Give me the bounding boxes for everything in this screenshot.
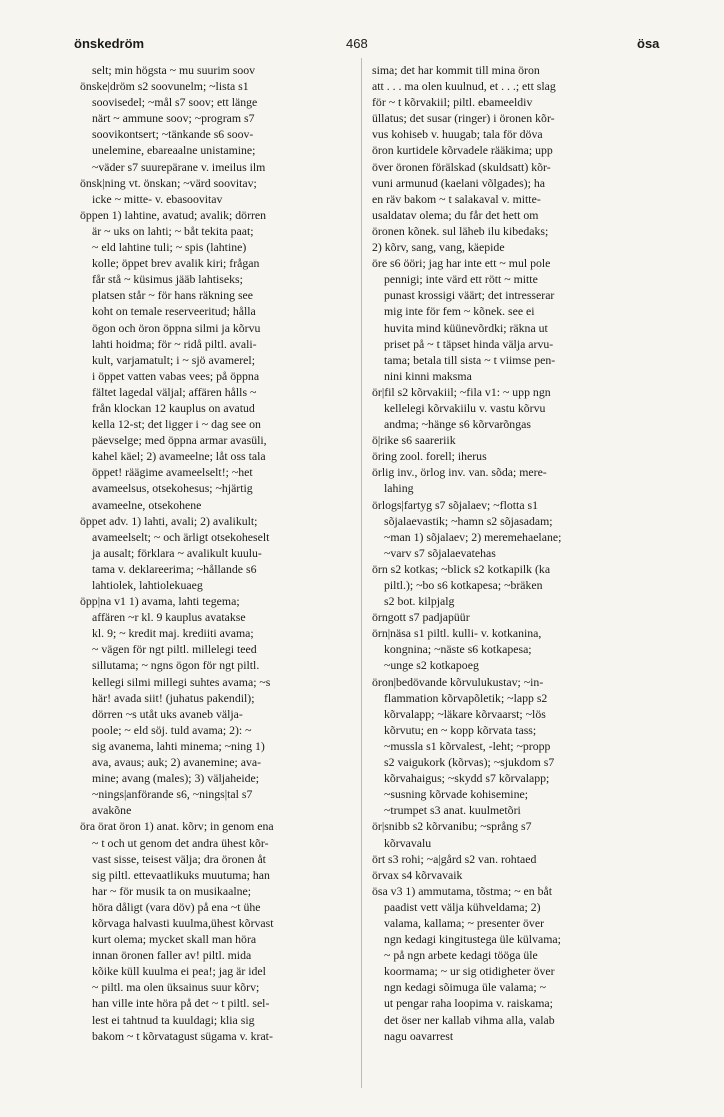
entry-line: kahel käel; 2) avameelne; låt oss tala xyxy=(92,449,266,464)
entry-line: mig inte för fem ~ kõnek. see ei xyxy=(384,304,535,319)
entry-line: öra örat öron 1) anat. kõrv; in genom ena xyxy=(80,819,274,834)
entry-line: är ~ uks on lahti; ~ båt tekita paat; xyxy=(92,223,254,238)
entry-line: ~trumpet s3 anat. kuulmetõri xyxy=(384,803,521,818)
entry-line: koht on temale reserveeritud; hålla xyxy=(92,304,256,319)
entry-line: kl. 9; ~ kredit maj. krediiti avama; xyxy=(92,626,254,641)
entry-line: selt; min högsta ~ mu suurim soov xyxy=(92,63,256,77)
entry-line: ~susning kõrvade kohisemine; xyxy=(384,787,528,802)
entry-line: kella 12-st; det ligger i ~ dag see on xyxy=(92,417,261,432)
entry-line: poole; ~ eld söj. tuld avama; 2): ~ xyxy=(92,722,252,737)
entry-line: ösa v3 1) ammutama, tõstma; ~ en båt xyxy=(372,883,553,898)
entry-line: paadist vett välja kühveldama; 2) xyxy=(384,899,541,914)
entry-line: soovisedel; ~mål s7 soov; ett länge xyxy=(92,95,258,110)
entry-line: ~ t och ut genom det andra ühest kõr- xyxy=(92,835,269,850)
entry-line: ~ eld lahtine tuli; ~ spis (lahtine) xyxy=(92,240,247,255)
entry-line: en räv bakom ~ t salakaval v. mitte- xyxy=(372,191,541,206)
entry-line: avameelselt; ~ och ärligt otsekoheselt xyxy=(92,529,270,544)
entry-line: kult, varjamatult; i ~ sjö avamerel; xyxy=(92,352,255,367)
entry-line: höra dåligt (vara döv) på ena ~t ühe xyxy=(92,899,261,914)
entry-line: för ~ t kõrvakiil; piltl. ebameeldiv xyxy=(372,95,533,110)
entry-line: han ville inte höra på det ~ t piltl. sel- xyxy=(92,996,270,1011)
entry-line: örlogs|fartyg s7 sõjalaev; ~flotta s1 xyxy=(372,497,539,512)
entry-line: öppet adv. 1) lahti, avali; 2) avalikult; xyxy=(80,513,258,528)
entry-line: sig avanema, lahti minema; ~ning 1) xyxy=(92,738,265,753)
entry-line: ngn kedagi sõimuga üle valama; ~ xyxy=(384,980,546,995)
entry-line: ~ piltl. ma olen üksainus suur kõrv; xyxy=(92,980,260,995)
entry-line: kellegi silmi millegi suhtes avama; ~s xyxy=(92,674,271,689)
entry-line: öppet! räägime avameelselt!; ~het xyxy=(92,465,253,480)
entry-line: valama, kallama; ~ presenter över xyxy=(384,915,544,930)
entry-line: får stå ~ küsimus jääb lahtiseks; xyxy=(92,272,243,287)
entry-line: piltl.); ~bo s6 kotkapesa; ~bräken xyxy=(384,578,543,592)
entry-line: kõrvahaigus; ~skydd s7 kõrvalapp; xyxy=(384,771,550,786)
entry-line: ~väder s7 suurepärane v. imeilus ilm xyxy=(92,159,266,174)
entry-line: flammation kõrvapõletik; ~lapp s2 xyxy=(384,690,548,705)
entry-line: lest ei tahtnud ta kuuldagi; klia sig xyxy=(92,1012,255,1027)
page-number: 468 xyxy=(346,36,368,51)
entry-line: kellelegi kõrvakiilu v. vastu kõrvu xyxy=(384,400,546,415)
entry-line: 2) kõrv, sang, vang, käepide xyxy=(372,240,505,255)
entry-line: ~varv s7 sõjalaevatehas xyxy=(384,545,496,560)
entry-line: har ~ för musik ta on musikaalne; xyxy=(92,883,252,898)
entry-line: kongnina; ~näste s6 kotkapesa; xyxy=(384,642,532,657)
entry-line: priset på ~ t täpset hinda välja arvu- xyxy=(384,336,554,351)
entry-line: lahti hoidma; för ~ ridå piltl. avali- xyxy=(92,336,257,351)
entry-line: örn|näsa s1 piltl. kulli- v. kotkanina, xyxy=(372,626,542,641)
entry-line: mine; avang (males); 3) väljaheide; xyxy=(92,771,260,786)
entry-line: huvita mind küünevõrdki; räkna ut xyxy=(384,320,548,335)
entry-line: tama v. deklareerima; ~hållande s6 xyxy=(92,561,257,576)
entry-line: ögon och öron öppna silmi ja kõrvu xyxy=(92,320,261,335)
entry-line: ut pengar raha loopima v. raiskama; xyxy=(384,996,553,1011)
entry-line: ngn kedagi kingitustega üle külvama; xyxy=(384,932,561,947)
entry-line: avakõne xyxy=(92,803,132,818)
entry-line: avameelsus, otsekohesus; ~hjärtig xyxy=(92,481,253,496)
entry-line: örn s2 kotkas; ~blick s2 kotkapilk (ka xyxy=(372,561,551,576)
entry-line: fältet lagedal väljal; affären hålls ~ xyxy=(92,384,257,399)
entry-line: nini kinni maksma xyxy=(384,368,472,383)
entry-line: öron kurtidele kõrvadele rääkima; upp xyxy=(372,143,553,158)
guide-word-left: önskedröm xyxy=(74,36,145,51)
entry-line: ja ausalt; förklara ~ avalikult kuulu- xyxy=(92,545,262,560)
entry-line: ört s3 rohi; ~a|gård s2 van. rohtaed xyxy=(372,851,537,866)
entry-line: ~nings|anförande s6, ~nings|tal s7 xyxy=(92,787,253,802)
entry-line: öring zool. forell; iherus xyxy=(372,449,487,464)
entry-line: dörren ~s utåt uks avaneb välja- xyxy=(92,706,243,721)
entry-line: sima; det har kommit till mina öron xyxy=(372,63,540,77)
entry-line: soovikontsert; ~tänkande s6 soov- xyxy=(92,127,254,142)
entry-line: ~ vägen för ngt piltl. millelegi teed xyxy=(92,642,257,657)
entry-line: icke ~ mitte- v. ebasoovitav xyxy=(92,191,223,206)
entry-line: punast krossigi väärt; det intresserar xyxy=(384,288,555,303)
entry-line: öronen kõnek. sul läheb ilu kibedaks; xyxy=(372,223,549,238)
entry-line: sõjalaevastik; ~hamn s2 sõjasadam; xyxy=(384,513,553,528)
entry-line: lahtiolek, lahtiolekuaeg xyxy=(92,578,203,592)
entry-line: päevselge; med öppna armar avasüli, xyxy=(92,433,267,448)
entry-line: kõrvavalu xyxy=(384,835,432,850)
entry-line: ~man 1) sõjalaev; 2) meremehaelane; xyxy=(384,529,562,544)
entry-line: örlig inv., örlog inv. van. sõda; mere- xyxy=(372,465,547,480)
entry-line: i öppet vatten vabas vees; på öppna xyxy=(92,368,260,383)
entry-line: pennigi; inte värd ett rött ~ mitte xyxy=(384,272,538,287)
entry-line: ~unge s2 kotkapoeg xyxy=(384,658,479,673)
entry-line: att . . . ma olen kuulnud, et . . .; ett slag xyxy=(372,79,556,94)
entry-line: vuni armunud (kaelani võlgades); ha xyxy=(372,175,545,190)
entry-line: önsk|ning vt. önskan; ~värd soovitav; xyxy=(80,175,257,190)
entry-line: sig piltl. ettevaatlikuks muutuma; han xyxy=(92,867,270,882)
page-header xyxy=(0,36,724,56)
entry-line: bakom ~ t kõrvatagust sügama v. krat- xyxy=(92,1028,273,1043)
entry-line: örvax s4 kõrvavaik xyxy=(372,867,463,882)
entry-line: innan öronen faller av! piltl. mida xyxy=(92,948,252,963)
entry-line: över öronen förälskad (skuldsatt) kõr- xyxy=(372,159,551,174)
entry-line: öpp|na v1 1) avama, lahti tegema; xyxy=(80,594,240,609)
entry-line: avameelne, otsekohene xyxy=(92,497,202,512)
entry-line: usaldatav olema; du får det hett om xyxy=(372,207,539,222)
guide-word-right: ösa xyxy=(637,36,660,51)
entry-line: örngott s7 padjapüür xyxy=(372,610,470,625)
entry-line: kurt olema; mycket skall man höra xyxy=(92,932,257,947)
entry-line: från klockan 12 kauplus on avatud xyxy=(92,400,255,415)
entry-line: ör|fil s2 kõrvakiil; ~fila v1: ~ upp ngn xyxy=(372,384,551,399)
entry-line: kõrvaga halvasti kuulma,ühest kõrvast xyxy=(92,915,274,930)
entry-line: affären ~r kl. 9 kauplus avatakse xyxy=(92,610,246,625)
right-column xyxy=(372,62,668,1044)
entry-line: kõrvalapp; ~läkare kõrvaarst; ~lös xyxy=(384,706,546,721)
entry-line: tama; betala till sista ~ t viimse pen- xyxy=(384,352,556,367)
entry-line: öron|bedövande kõrvulukustav; ~in- xyxy=(372,674,544,689)
entry-line: här! avada siit! (juhatus pakendil); xyxy=(92,690,255,705)
entry-line: närt ~ ammune soov; ~program s7 xyxy=(92,111,255,126)
entry-line: koormama; ~ ur sig otidigheter över xyxy=(384,964,555,979)
entry-line: s2 bot. kilpjalg xyxy=(384,594,455,609)
entry-line: unelemine, ebareaalne unistamine; xyxy=(92,143,256,158)
entry-line: ör|snibb s2 kõrvanibu; ~språng s7 xyxy=(372,819,532,834)
entry-line: vus kohiseb v. huugab; tala för döva xyxy=(372,127,543,142)
entry-line: andma; ~hänge s6 kõrvarõngas xyxy=(384,417,531,432)
entry-line: ~mussla s1 kõrvalest, -leht; ~propp xyxy=(384,738,551,753)
entry-line: platsen står ~ för hans räkning see xyxy=(92,288,254,303)
entry-line: kolle; öppet brev avalik kiri; frågan xyxy=(92,256,260,271)
entry-line: det öser ner kallab vihma alla, valab xyxy=(384,1012,555,1027)
entry-line: vast sisse, teisest välja; dra öronen åt xyxy=(92,851,266,866)
entry-line: öppen 1) lahtine, avatud; avalik; dörren xyxy=(80,207,267,222)
entry-line: s2 vaigukork (kõrvas); ~sjukdom s7 xyxy=(384,755,555,770)
entry-line: sillutama; ~ ngns ögon för ngt piltl. xyxy=(92,658,260,673)
left-column xyxy=(80,62,376,1044)
entry-line: lahing xyxy=(384,481,414,496)
entry-line: nagu oavarrest xyxy=(384,1028,454,1043)
entry-line: kõike küll kuulma ei pea!; jag är idel xyxy=(92,964,266,979)
entry-line: kõrvutu; en ~ kopp kõrvata tass; xyxy=(384,722,537,737)
entry-line: öre s6 ööri; jag har inte ett ~ mul pole xyxy=(372,256,551,271)
entry-line: önske|dröm s2 soovunelm; ~lista s1 xyxy=(80,79,249,94)
entry-line: ~ på ngn arbete kedagi tööga üle xyxy=(384,948,538,963)
entry-line: üllatus; det susar (ringer) i öronen kõr- xyxy=(372,111,555,126)
entry-line: ava, avaus; auk; 2) avanemine; ava- xyxy=(92,755,262,770)
entry-line: ö|rike s6 saareriik xyxy=(372,433,456,448)
